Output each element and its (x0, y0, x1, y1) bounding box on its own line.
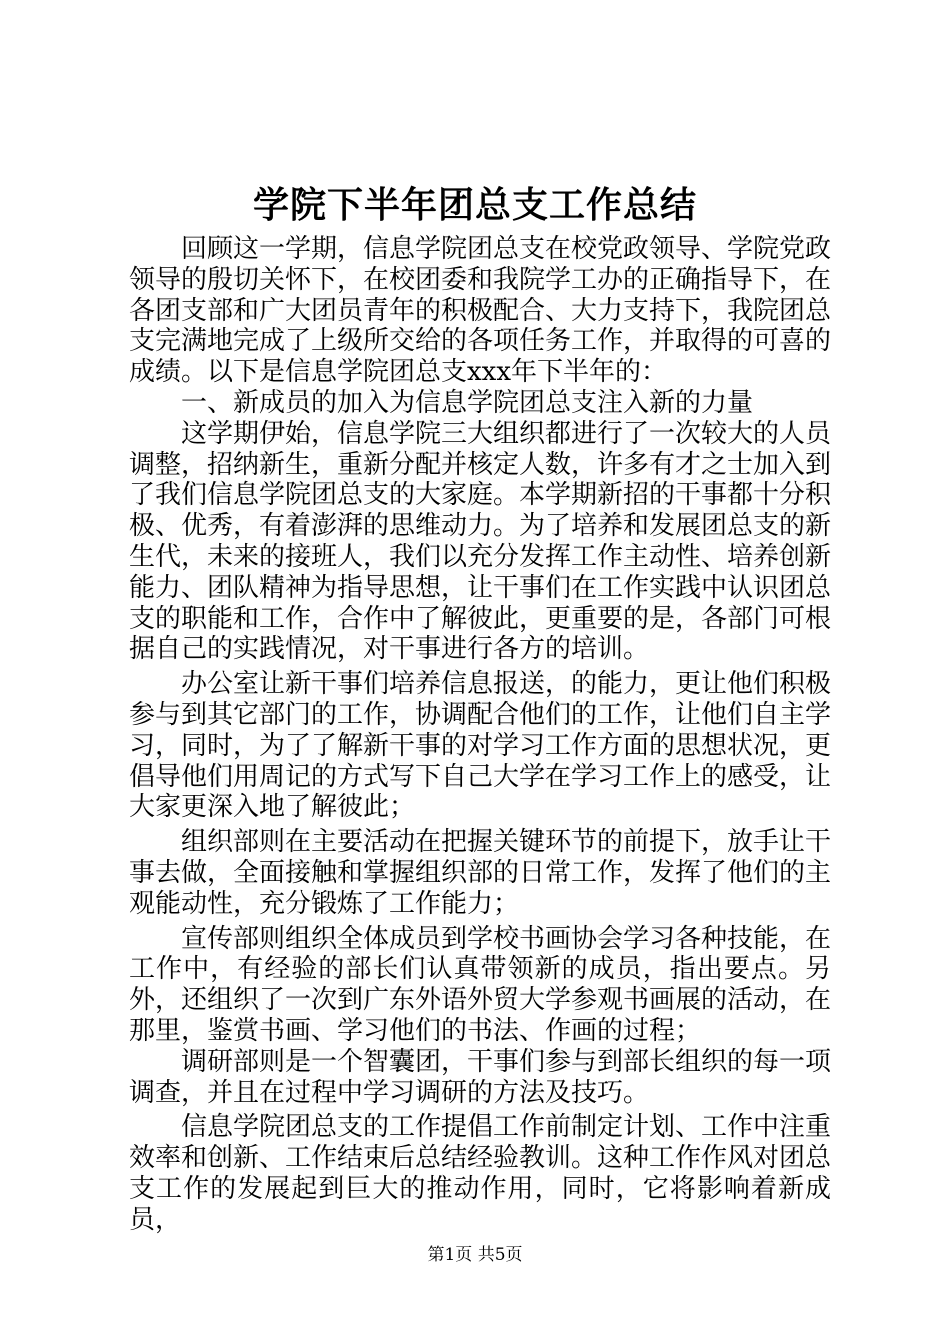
document-title: 学院下半年团总支工作总结 (252, 184, 697, 226)
section-heading-1: 一、新成员的加入为信息学院团总支注入新的力量 (181, 387, 754, 418)
paragraph-new-members: 这学期伊始，信息学院三大组织都进行了一次较大的人员调整，招纳新生，重新分配并核定人数，许多有才之士加入到了我们信息学院团总支的大家庭。本学期新招的干事都十分积极、优秀，有着澎湃的思维动力。为了培养和发展团总支的新生代，未来的接班人，我们以充分发挥工作主动性、培养创新能力、团队精神为指导思想，让干事们在工作实践中认识团总支的职能和工作，合作中了解彼此，更重要的是，各部门可根据自己的实践情况，对干事进行各方的培训。 (129, 418, 832, 665)
paragraph-publicity: 宣传部则组织全体成员到学校书画协会学习各种技能，在工作中，有经验的部长们认真带领新的成员，指出要点。另外，还组织了一次到广东外语外贸大学参观书画展的活动，在那里，鉴赏书画、学习他们的书法、作画的过程； (129, 923, 832, 1046)
paragraph-research: 调研部则是一个智囊团，干事们参与到部长组织的每一项调查，并且在过程中学习调研的方法及技巧。 (129, 1046, 832, 1108)
paragraph-office: 办公室让新干事们培养信息报送，的能力，更让他们积极参与到其它部门的工作，协调配合他们的工作，让他们自主学习，同时，为了了解新干事的对学习工作方面的思想状况，更倡导他们用周记的方式写下自己大学在学习工作上的感受，让大家更深入地了解彼此； (129, 669, 832, 823)
paragraph-organization: 组织部则在主要活动在把握关键环节的前提下，放手让干事去做，全面接触和掌握组织部的日常工作，发挥了他们的主观能动性，充分锻炼了工作能力； (129, 827, 832, 919)
document-body (129, 234, 831, 1236)
page-footer: 第1页 共5页 (427, 1245, 523, 1265)
paragraph-work-style: 信息学院团总支的工作提倡工作前制定计划、工作中注重效率和创新、工作结束后总结经验教训。这种工作作风对团总支工作的发展起到巨大的推动作用，同时，它将影响着新成员， (129, 1112, 832, 1235)
paragraph-intro: 回顾这一学期，信息学院团总支在校党政领导、学院党政领导的殷切关怀下，在校团委和我院学工办的正确指导下，在各团支部和广大团员青年的积极配合、大力支持下，我院团总支完满地完成了上级所交给的各项任务工作，并取得的可喜的成绩。以下是信息学院团总支xxx年下半年的： (129, 234, 832, 388)
